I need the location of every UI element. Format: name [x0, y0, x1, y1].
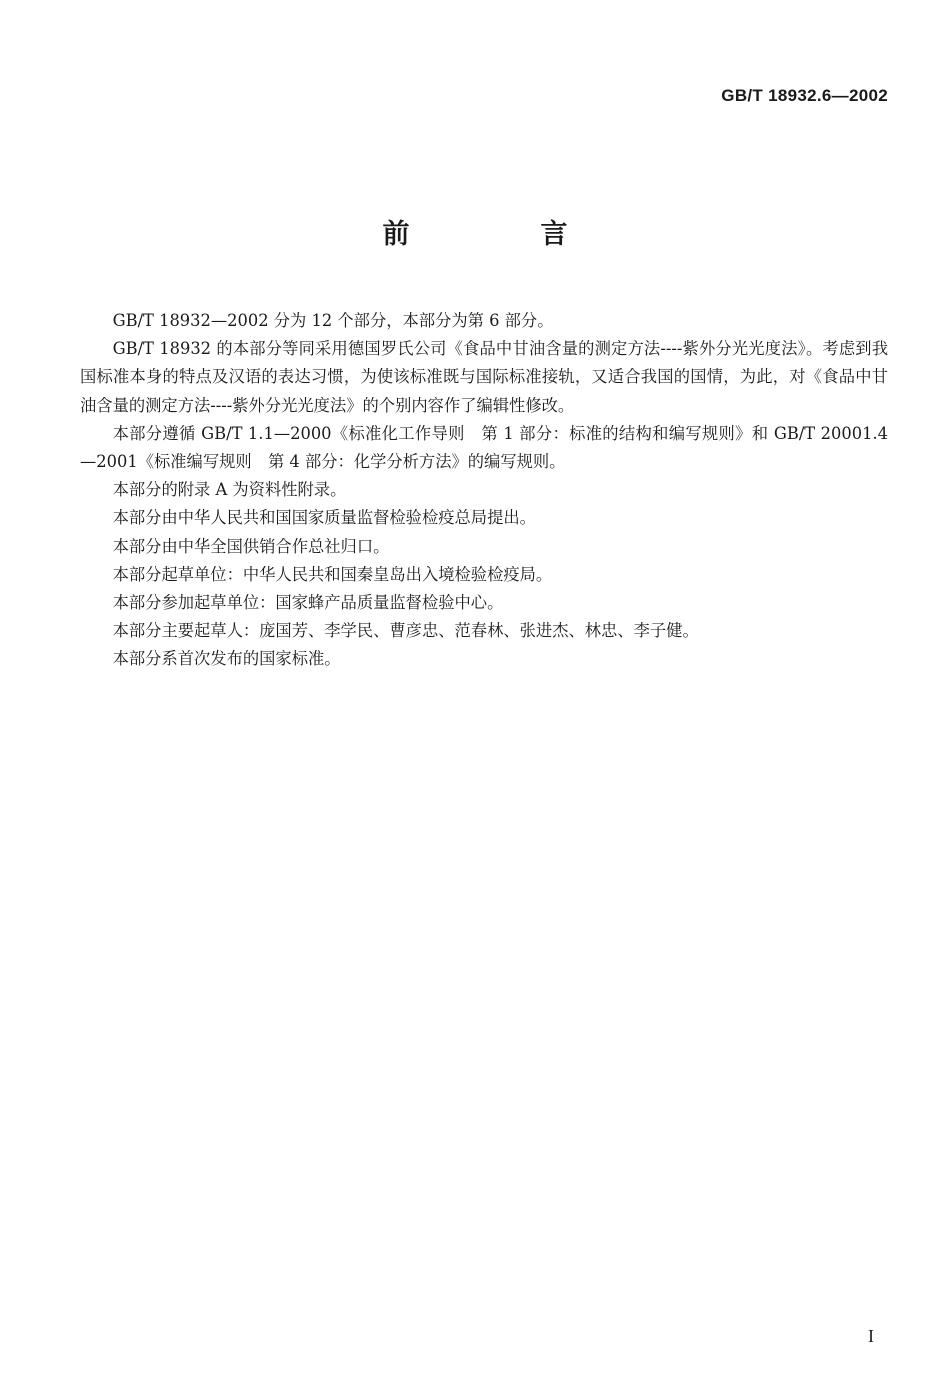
- paragraph-participating-unit: 本部分参加起草单位：国家蜂产品质量监督检验中心。: [112, 593, 504, 613]
- paragraph-drafters: 本部分主要起草人：庞国芳、李学民、曹彦忠、范春林、张进杰、林忠、李子健。: [112, 621, 699, 641]
- page-title: 前 言: [382, 219, 620, 250]
- standard-code: GB/T 18932.6—2002: [721, 86, 888, 105]
- paragraph-administered-by: 本部分由中华全国供销合作总社归口。: [112, 536, 390, 556]
- page-number: I: [868, 1326, 874, 1346]
- foreword-body: [80, 307, 888, 674]
- paragraph-appendix: 本部分的附录 A 为资料性附录。: [112, 480, 347, 500]
- paragraph-proposed-by: 本部分由中华人民共和国国家质量监督检验检疫总局提出。: [112, 508, 536, 528]
- paragraph-parts: GB/T 18932—2002 分为 12 个部分，本部分为第 6 部分。: [112, 311, 554, 330]
- paragraph-rules: 本部分遵循 GB/T 1.1—2000《标准化工作导则 第 1 部分：标准的结构和编写规则》和 GB/T 20001.4—2001《标准编写规则 第 4 部分：化学分析方法》的编写规则。: [80, 423, 888, 472]
- paragraph-first-release: 本部分系首次发布的国家标准。: [112, 649, 341, 669]
- paragraph-drafting-unit: 本部分起草单位：中华人民共和国秦皇岛出入境检验检疫局。: [112, 564, 553, 584]
- paragraph-adoption: GB/T 18932 的本部分等同采用德国罗氏公司《食品中甘油含量的测定方法----紫外分光光度法》。考虑到我国标准本身的特点及汉语的表达习惯，为使该标准既与国际标准接轨，又适合我国的国情，为此，对《食品中甘油含量的测定方法----紫外分光光度法》的个别内容作了编辑性修改。: [80, 339, 888, 415]
